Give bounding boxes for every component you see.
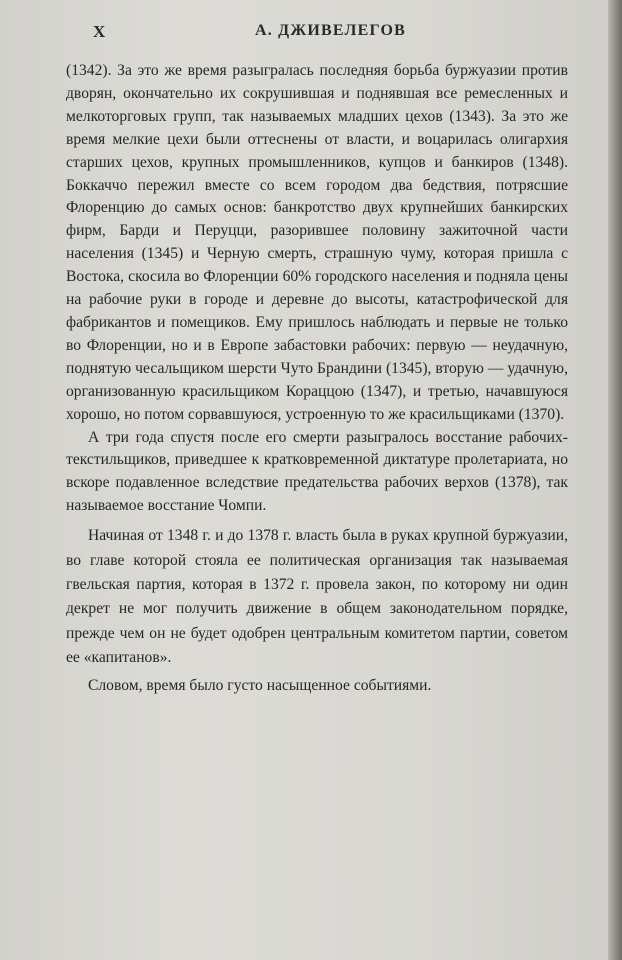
page-edge-shadow — [608, 0, 622, 960]
paragraph: Словом, время было густо насыщенное событиями. — [88, 676, 432, 694]
page-header — [0, 18, 612, 48]
body-text — [66, 60, 568, 697]
paragraph: А три года спустя после его смерти разыгралось восстание рабочих-текстильщиков, приведшее к кратковременной диктатуре пролетариата, но вскоре подавленное вследствие предательства рабочих верхов (1378), так называемое восстание Чомпи. — [66, 428, 568, 515]
running-head: А. ДЖИВЕЛЕГОВ — [255, 22, 407, 39]
page-number: X — [93, 22, 106, 41]
paragraph: Начиная от 1348 г. и до 1378 г. власть была в руках крупной буржуазии, во главе которой стояла ее политическая организация так называемая гвельская партия, которая в 1372 г. провела закон, по которому ни один декрет не мог получить движение в общем законодательном порядке, прежде чем он не будет одобрен центральным комитетом партии, советом ее «капитанов». — [66, 527, 568, 667]
paragraph: (1342). За это же время разыгралась последняя борьба буржуазии против дворян, окончательно их сокрушившая и поднявшая все ремесленных и мелкоторговых групп, так называемых младших цехов (1343). За это же время мелкие цехи были оттеснены от власти, и воцарилась олигархия старших цехов, крупных промышленников, купцов и банкиров (1348). Боккаччо пережил вместе со всем городом два бедствия, потрясшие Флоренцию до самых основ: банкротство двух крупнейших банкирских фирм, Барди и Перуцци, разорившее половину зажиточной части населения (1345) и Черную смерть, страшную чуму, которая пришла с Востока, скосила во Флоренции 60% городского населения и подняла цены на рабочие руки в городе и деревне до высоты, катастрофической для фабрикантов и помещиков. Ему пришлось наблюдать и первые не только во Флоренции, но и в Европе забастовки рабочих: первую — неудачную, поднятую чесальщиком шерсти Чуто Брандини (1345), вторую — удачную, организованную красильщиком Кораццою (1347), и третью, начавшуюся хорошо, но потом сорвавшуюся, устроенную то же красильщиками (1370). — [66, 62, 568, 423]
